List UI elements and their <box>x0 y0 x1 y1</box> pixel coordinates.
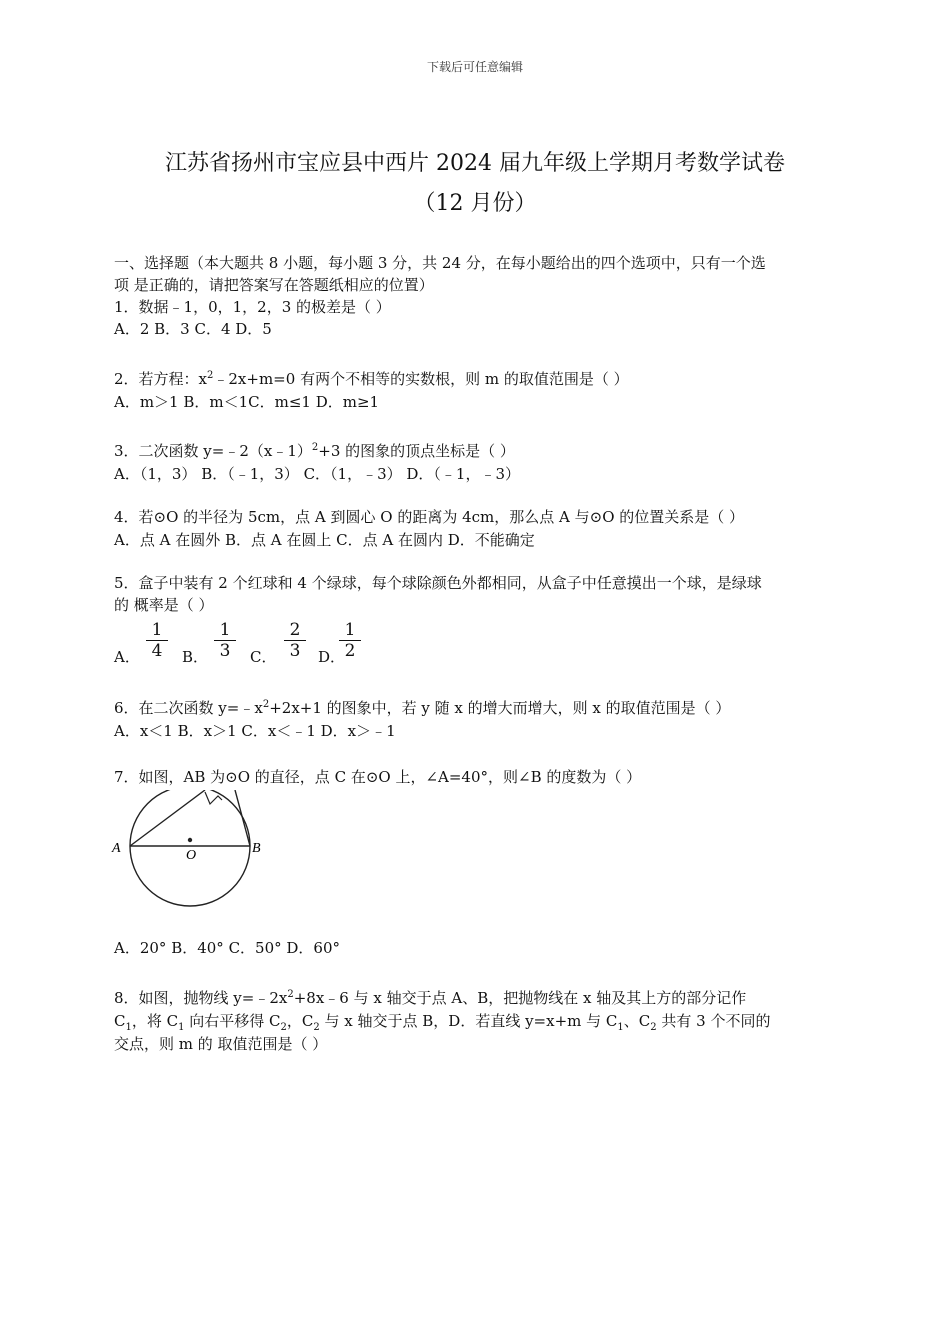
question-7-options: A．20° B．40° C．50° D．60° <box>114 939 341 957</box>
question-8-line3: 交点，则 m 的 取值范围是（ ） <box>114 1035 328 1053</box>
question-5-option-d-label: D． <box>318 648 346 666</box>
label-b: B <box>252 841 261 856</box>
question-4-stem: 4．若⊙O 的半径为 5cm，点 A 到圆心 O 的距离为 4cm，那么点 A 与⊙O 的位置关系是（ ） <box>114 508 745 526</box>
question-6-stem: 6．在二次函数 $y=﹣x^2+2x+1$ 的图象中，若 y 随 x 的增大而增大，则 x 的取值范围是（ ） <box>114 699 731 717</box>
question-1-stem: 1．数据﹣1，0，1，2，3 的极差是（ ） <box>114 298 391 316</box>
fraction-denominator: 3 <box>289 641 301 661</box>
exam-title: 江苏省扬州市宝应县中西片 2024 届九年级上学期月考数学试卷 <box>165 151 785 176</box>
question-3-stem: 3．二次函数 y=﹣2（x﹣1）$^2$+3 的图象的顶点坐标是（ ） <box>114 442 515 460</box>
question-5-option-b-label: B． <box>182 648 209 666</box>
question-5-option-b-fraction <box>214 620 236 661</box>
circle-diagram <box>110 790 280 910</box>
question-5-stem-line1: 5．盒子中装有 2 个红球和 4 个绿球，每个球除颜色外都相同，从盒子中任意摸出一个球，是绿球 <box>114 574 762 592</box>
fraction-numerator: 1 <box>339 620 361 641</box>
fraction-denominator: 3 <box>219 641 231 661</box>
page-header: 下载后可任意编辑 <box>426 60 523 74</box>
section-instructions-line1: 一、选择题（本大题共 8 小题，每小题 3 分，共 24 分，在每小题给出的四个选项中，只有一个选 <box>114 254 766 272</box>
center-point <box>188 838 192 842</box>
exam-subtitle: （12 月份） <box>413 191 537 216</box>
question-1-options: A．2 B．3 C．4 D．5 <box>114 320 272 338</box>
section-instructions-line2: 项 是正确的，请把答案写在答题纸相应的位置） <box>114 276 434 294</box>
fraction-denominator: 4 <box>151 641 163 661</box>
chord-ac <box>130 790 205 846</box>
question-7-stem: 7．如图，AB 为⊙O 的直径，点 C 在⊙O 上，∠A=40°，则∠B 的度数为（ ） <box>114 768 642 786</box>
question-8-line2: $C_1$，将 $C_1$ 向右平移得 $C_2$，$C_2$ 与 x 轴交于点 B，D．若直线 y=x+m 与 $C_1$、$C_2$ 共有 3 个不同的 <box>114 1012 771 1033</box>
label-o: O <box>186 848 197 863</box>
label-a: A <box>112 841 121 856</box>
fraction-denominator: 2 <box>344 641 356 661</box>
question-5-option-c-label: C． <box>250 648 277 666</box>
fraction-numerator: 2 <box>284 620 306 641</box>
question-8-line1: 8．如图，抛物线 $y=﹣2x^2+8x﹣6$ 与 x 轴交于点 A、B，把抛物线在 x 轴及其上方的部分记作 <box>114 989 747 1007</box>
chord-bc <box>235 790 250 846</box>
question-4-options: A．点 A 在圆外 B．点 A 在圆上 C．点 A 在圆内 D．不能确定 <box>114 531 535 549</box>
question-2-stem: 2．若方程：$x^2﹣2x+m=0$ 有两个不相等的实数根，则 m 的取值范围是（ ） <box>114 370 629 388</box>
question-5-option-a-label: A． <box>114 648 140 666</box>
question-5-stem-line2: 的 概率是（ ） <box>114 596 214 614</box>
question-6-options: A．x＜1 B．x＞1 C．x＜﹣1 D．x＞﹣1 <box>114 722 396 740</box>
question-5-option-d-fraction <box>339 620 361 661</box>
question-3-options: A．（1，3） B．（﹣1，3） C．（1，﹣3） D．（﹣1，﹣3） <box>114 465 521 483</box>
question-5-option-a-fraction <box>146 620 168 661</box>
fraction-numerator: 1 <box>214 620 236 641</box>
question-5-option-c-fraction <box>284 620 306 661</box>
question-2-options: A．m＞1 B．m＜1C．m≤1 D．m≥1 <box>114 393 380 411</box>
fraction-numerator: 1 <box>146 620 168 641</box>
